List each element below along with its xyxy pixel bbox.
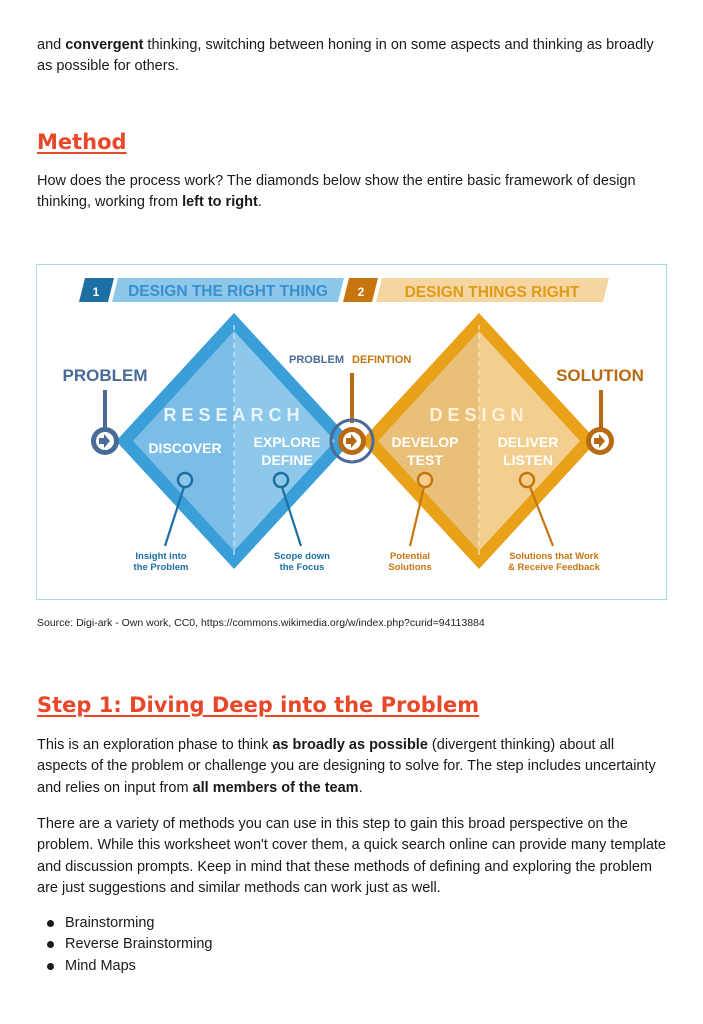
banner1-text: DESIGN THE RIGHT THING [128, 283, 328, 300]
caption-insight-line1: Insight into [135, 551, 187, 562]
problem-definition-post [350, 373, 354, 423]
define-label: DEFINE [261, 452, 313, 468]
caption-insight-line2: the Problem [133, 562, 189, 573]
design-label: DESIGN [429, 405, 529, 425]
list-item [37, 956, 212, 977]
research-label: RESEARCH [163, 405, 305, 425]
banner1-number: 1 [92, 285, 100, 299]
diagram-source: Source: Digi-ark - Own work, CC0, https://commons.wikimedia.org/w/index.php?curid=94113884 [37, 617, 485, 629]
step1-p1-text: This is an exploration phase to think [37, 737, 273, 753]
bullet-icon [47, 941, 54, 948]
method-paragraph [37, 171, 667, 214]
design-thinking-diagram [36, 264, 667, 600]
discover-label: DISCOVER [148, 440, 222, 456]
listen-label: LISTEN [503, 452, 553, 468]
step1-paragraph-2: There are a variety of methods you can use in this step to gain this broad perspective on the problem. While this worksheet won't cover them, a quick search online can provide many template and discussion prompts. Keep in mind that these methods of defining and exploring the problem are just suggestions and similar methods can work just as well. [37, 816, 666, 896]
intro-text-end: thinking, switching between honing in on some aspects and thinking as broadly as possible for others. [37, 37, 654, 75]
method-text-end: . [257, 194, 262, 211]
bullet-icon [47, 920, 54, 927]
caption-scope-line1: Scope down [274, 551, 330, 562]
solution-label: SOLUTION [556, 366, 644, 385]
method-text: How does the process work? The diamonds below show the entire basic framework of design thinking, working from [37, 173, 636, 211]
banner2-text: DESIGN THINGS RIGHT [404, 284, 580, 301]
problem-label: PROBLEM [62, 366, 148, 385]
step1-p1-bold1: as broadly as possible [272, 737, 428, 753]
solution-post [599, 390, 603, 428]
deliver-label: DELIVER [497, 434, 559, 450]
list-item-text: Reverse Brainstorming [65, 936, 213, 953]
list-item [37, 934, 212, 955]
explore-label: EXPLORE [253, 434, 321, 450]
method-bold: left to right [182, 194, 258, 211]
intro-bold: convergent [65, 37, 144, 53]
develop-label: DEVELOP [391, 434, 459, 450]
intro-paragraph [37, 35, 667, 78]
methods-list [37, 913, 212, 977]
problem-definition-label-b: DEFINTION [352, 354, 412, 366]
step1-p1-end: . [358, 779, 363, 796]
double-diamond-svg [37, 265, 666, 599]
step1-p1-bold2: all members of the team [192, 779, 359, 796]
list-item-text: Mind Maps [65, 957, 136, 974]
solution-arrow-icon [586, 427, 614, 455]
list-item-text: Brainstorming [65, 915, 155, 931]
intro-text: and [37, 37, 66, 53]
method-heading: Method [37, 130, 127, 154]
test-label: TEST [407, 452, 443, 468]
list-item [37, 913, 212, 934]
step1-paragraph-1 [37, 735, 667, 799]
bullet-icon [47, 963, 54, 970]
problem-arrow-icon [91, 427, 119, 455]
caption-solutions-line1: Solutions that Work [509, 551, 599, 562]
banner2-number: 2 [357, 285, 365, 299]
caption-scope-line2: the Focus [279, 562, 325, 573]
caption-solutions-line2: & Receive Feedback [508, 562, 600, 573]
step1-heading: Step 1: Diving Deep into the Problem [37, 693, 480, 717]
problem-definition-label-a: PROBLEM [289, 354, 344, 366]
problem-post [103, 390, 107, 428]
caption-potential-line1: Potential [389, 551, 431, 562]
step1-p1-mid: (divergent thinking) about all aspects of the problem or challenge you are designing to solve for. The step includes uncertainty and relies on input from [37, 737, 656, 796]
caption-potential-line2: Solutions [388, 562, 432, 573]
